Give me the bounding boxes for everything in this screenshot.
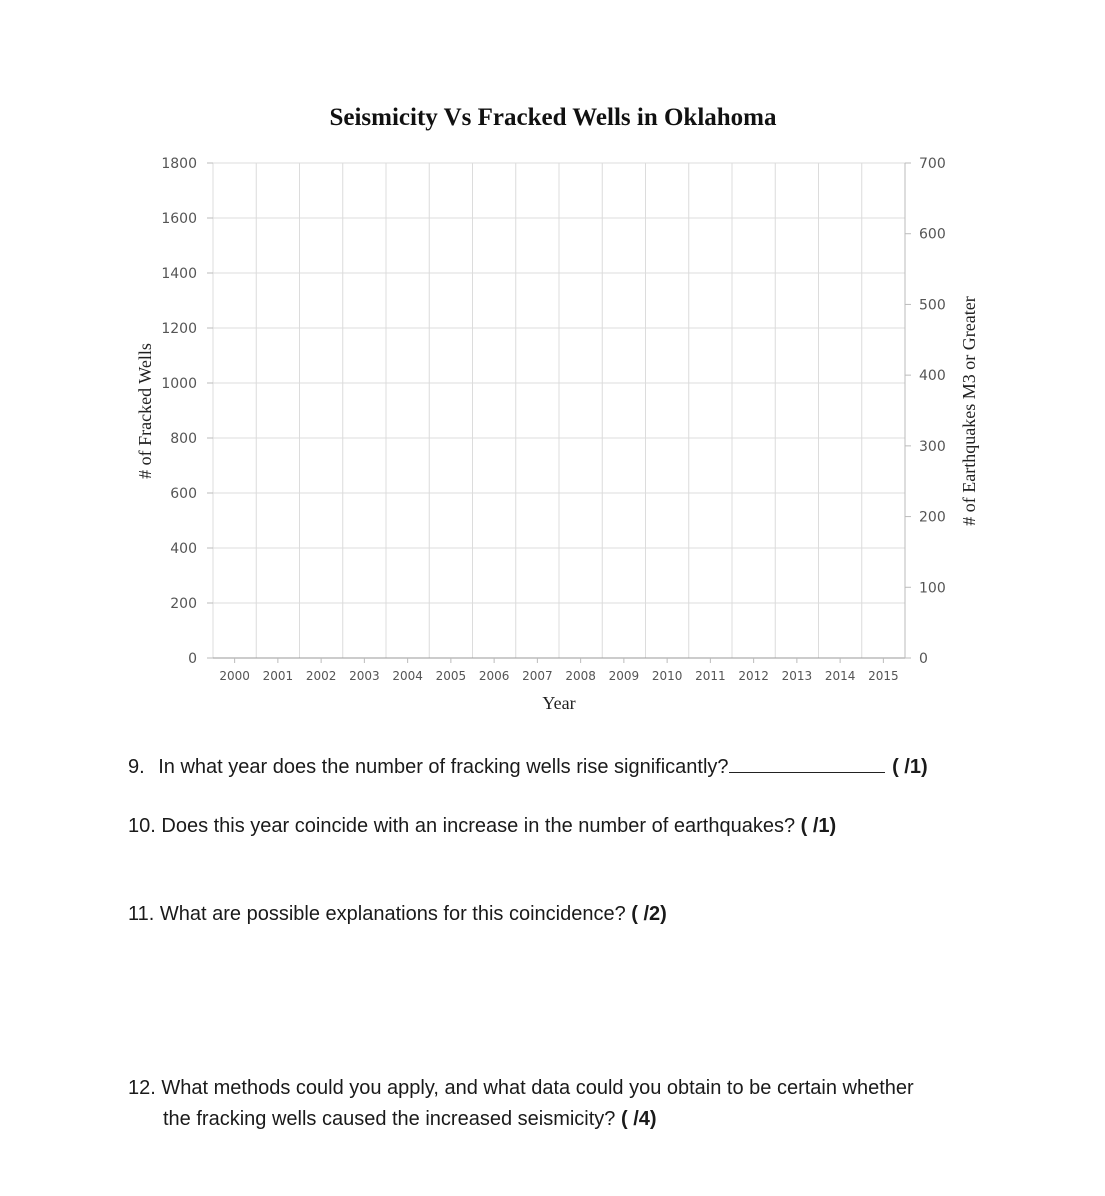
x-tick-label: 2006 [478, 669, 510, 683]
x-tick-label: 2013 [781, 669, 813, 683]
chart-title: Seismicity Vs Fracked Wells in Oklahoma [329, 104, 777, 131]
question-number: 12. [128, 1077, 156, 1099]
x-tick-label: 2011 [695, 669, 726, 683]
question-12 [128, 1073, 914, 1135]
question-10 [128, 811, 836, 842]
x-axis-title: Year [542, 693, 576, 713]
question-text-line-2: the fracking wells caused the increased seismicity? [163, 1108, 616, 1130]
question-number: 11. [128, 903, 155, 925]
x-tick-label: 2004 [392, 669, 423, 683]
left-tick-label: 1400 [161, 266, 197, 282]
points-label: ( /4) [621, 1108, 657, 1130]
points-label: ( /2) [631, 903, 667, 925]
right-tick-label: 100 [919, 580, 946, 597]
right-tick-label: 500 [919, 297, 946, 314]
question-text-line-1: What methods could you apply, and what data could you obtain to be certain whether [161, 1077, 914, 1099]
x-tick-label: 2009 [608, 669, 640, 683]
right-tick-label: 700 [919, 156, 946, 172]
left-tick-label: 600 [170, 486, 197, 502]
right-axis-title: # of Earthquakes M3 or Greater [959, 296, 979, 526]
question-9 [128, 752, 928, 783]
x-tick-label: 2014 [824, 669, 856, 683]
x-tick-label: 2012 [738, 669, 769, 683]
left-tick-label: 1200 [161, 321, 197, 337]
left-tick-label: 0 [188, 651, 197, 667]
x-tick-label: 2015 [868, 669, 899, 683]
left-tick-label: 1800 [161, 156, 197, 172]
x-tick-label: 2002 [305, 669, 337, 683]
points-label: ( /1) [892, 756, 928, 778]
question-text: Does this year coincide with an increase in the number of earthquakes? [161, 815, 796, 837]
x-tick-label: 2008 [565, 669, 596, 683]
x-tick-label: 2007 [522, 669, 553, 683]
x-tick-label: 2010 [651, 669, 683, 683]
left-tick-label: 200 [170, 596, 197, 612]
answer-blank[interactable] [729, 752, 885, 773]
right-tick-label: 0 [919, 651, 928, 667]
left-axis-title: # of Fracked Wells [135, 343, 155, 479]
question-number: 9. [128, 756, 145, 778]
question-text: What are possible explanations for this coincidence? [159, 903, 626, 925]
left-tick-label: 1600 [161, 211, 197, 227]
x-tick-label: 2001 [262, 669, 294, 683]
left-tick-label: 1000 [161, 376, 197, 392]
right-tick-label: 300 [919, 438, 946, 455]
x-tick-label: 2000 [219, 669, 250, 683]
question-11 [128, 899, 667, 930]
right-tick-label: 400 [919, 368, 946, 385]
right-tick-label: 600 [919, 226, 946, 243]
points-label: ( /1) [800, 815, 837, 837]
left-tick-label: 400 [170, 541, 197, 557]
x-tick-label: 2005 [435, 669, 467, 683]
x-tick-label: 2003 [349, 669, 380, 683]
left-tick-label: 800 [170, 431, 197, 447]
right-tick-label: 200 [919, 509, 946, 526]
question-number: 10. [128, 815, 156, 837]
question-text: In what year does the number of fracking wells rise significantly? [158, 756, 729, 778]
